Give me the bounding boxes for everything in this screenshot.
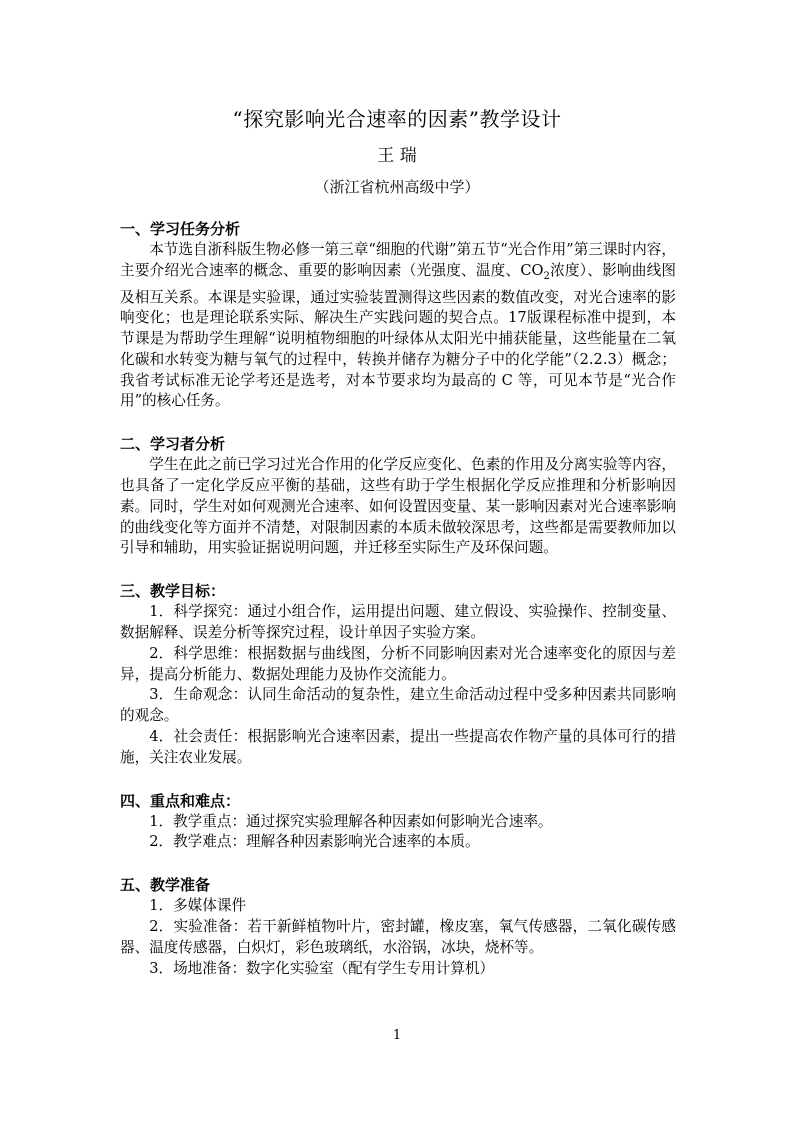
paragraph-text: 本节选自浙科版生物必修一第三章“细胞的代谢”第五节“光合作用”第三课时内容，主要介绍光合速率的概念、重要的影响因素（光强度、温度、 xyxy=(120,241,676,279)
section-learner-analysis xyxy=(120,433,676,559)
section-key-points xyxy=(120,790,676,854)
list-item: 1．科学探究：通过小组合作，运用提出问题、建立假设、实验操作、控制变量、数据解释、误差分析等探究过程，设计单因子实验方案。 xyxy=(120,603,676,642)
document-body xyxy=(120,218,676,979)
section-heading: 三、教学目标： xyxy=(120,582,226,601)
section-teaching-goals xyxy=(120,580,676,768)
section-heading: 二、学习者分析 xyxy=(120,435,226,454)
list-item: 3．生命观念：认同生命活动的复杂性，建立生命活动过程中受多种因素共同影响的观念。 xyxy=(120,686,676,725)
paragraph xyxy=(120,240,676,412)
list-item: 1．多媒体课件 xyxy=(149,897,247,915)
list-item: 2．实验准备：若干新鲜植物叶片，密封罐，橡皮塞，氧气传感器，二氧化碳传感器、温度传感器，白炽灯，彩色玻璃纸，水浴锅，冰块，烧杯等。 xyxy=(120,918,676,956)
section-preparation xyxy=(120,874,676,979)
document-title: “探究影响光合速率的因素”教学设计 xyxy=(232,107,562,131)
list-item: 1．教学重点：通过探究实验理解各种因素如何影响光合速率。 xyxy=(149,812,553,830)
list-item: 2．教学难点：理解各种因素影响光合速率的本质。 xyxy=(149,833,480,851)
co2-symbol: CO xyxy=(520,261,544,279)
page-number: 1 xyxy=(392,1028,402,1043)
section-learning-task xyxy=(120,218,676,412)
list-item: 4．社会责任：根据影响光合速率因素，提出一些提高农作物产量的具体可行的措施，关注农业发展。 xyxy=(120,728,676,766)
list-item: 2．科学思维：根据数据与曲线图，分析不同影响因素对光合速率变化的原因与差异，提高分析能力、数据处理能力及协作交流能力。 xyxy=(120,644,676,683)
section-heading: 一、学习任务分析 xyxy=(120,220,241,238)
author-affiliation: （浙江省杭州高级中学） xyxy=(314,178,480,196)
author-name: 王 瑞 xyxy=(377,146,417,166)
section-heading: 五、教学准备 xyxy=(120,876,211,895)
co2-subscript: 2 xyxy=(543,270,550,282)
paragraph-text: 浓度）、影响曲线图及相互关系。本课是实验课，通过实验装置测得这些因素的数值改变，对光合速率的影响变化；也是理论联系实际、解决生产实践问题的契合点。17版课程标准中提到，本节课是为帮助学生理解“说明植物细胞的叶绿体从太阳光中捕获能量，这些能量在二氧化碳和水转变为糖与氧气的过程中，转换并储存为糖分子中的化学能”（2.2.3）概念；我省考试标准无论学考还是选考，对本节要求均为最高的 C 等，可见本节是“光合作用”的核心任务。 xyxy=(120,261,676,410)
section-heading: 四、重点和难点： xyxy=(120,791,241,810)
list-item: 3．场地准备：数字化实验室（配有学生专用计算机） xyxy=(149,959,495,977)
paragraph: 学生在此之前已学习过光合作用的化学反应变化、色素的作用及分离实验等内容，也具备了一定化学反应平衡的基础，这些有助于学生根据化学反应推理和分析影响因素。同时，学生对如何观测光合速率、如何设置因变量、某一影响因素对光合速率影响的曲线变化等方面并不清楚，对限制因素的本质未做较深思考，这些都是需要教师加以引导和辅助，用实验证据说明问题，并迁移至实际生产及环保问题。 xyxy=(120,456,676,557)
